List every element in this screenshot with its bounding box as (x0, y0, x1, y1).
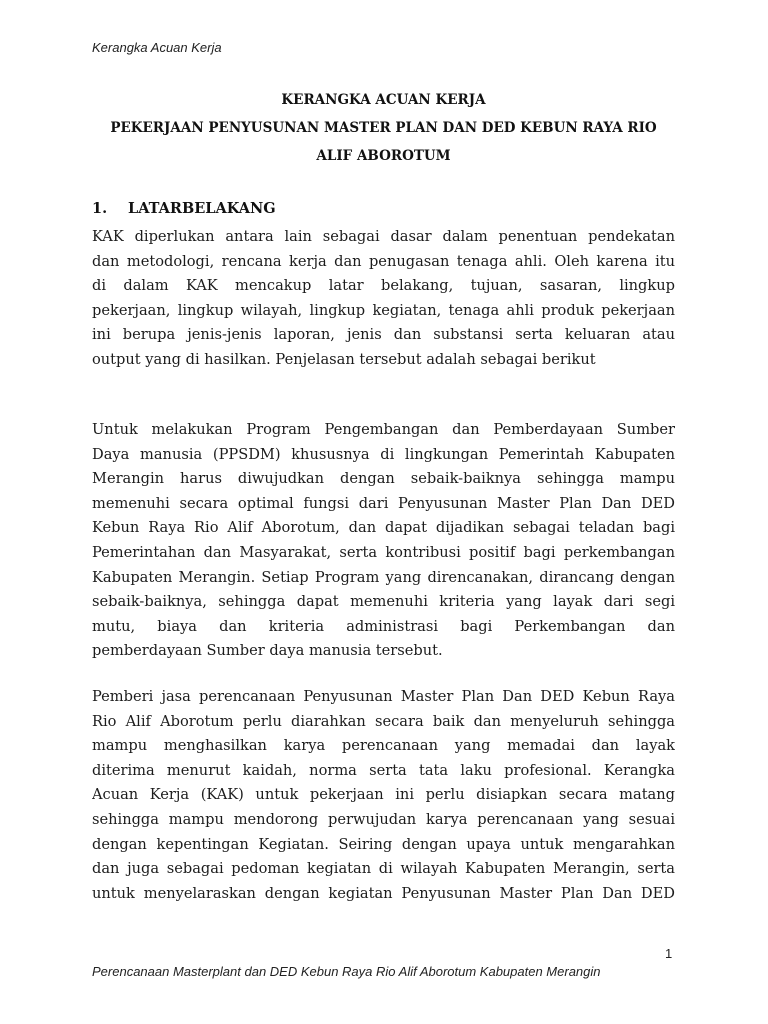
paragraph-line: ini berupa jenis-jenis laporan, jenis dan substansi serta keluaran atau (92, 326, 675, 344)
paragraph-3 (92, 685, 675, 906)
paragraph-line: Pemberi jasa perencanaan Penyusunan Master Plan Dan DED Kebun Raya (92, 688, 675, 705)
paragraph-line: Acuan Kerja (KAK) untuk pekerjaan ini perlu disiapkan secara matang (92, 786, 675, 804)
title-line-2: PEKERJAAN PENYUSUNAN MASTER PLAN DAN DED KEBUN RAYA RIO (110, 120, 657, 136)
paragraph-1 (92, 225, 675, 373)
paragraph-line: untuk menyelaraskan dengan kegiatan Penyusunan Master Plan Dan DED (92, 884, 675, 902)
paragraph-line: output yang di hasilkan. Penjelasan tersebut adalah sebagai berikut (92, 350, 596, 368)
paragraph-line: mutu, biaya dan kriteria administrasi bagi Perkembangan dan (92, 617, 675, 635)
paragraph-line: diterima menurut kaidah, norma serta tata laku profesional. Kerangka (92, 761, 675, 779)
paragraph-line: di dalam KAK mencakup latar belakang, tujuan, sasaran, lingkup (92, 277, 675, 295)
paragraph-line: pemberdayaan Sumber daya manusia tersebut. (92, 642, 443, 660)
section-title: LATARBELAKANG (128, 200, 276, 217)
section-number: 1. (92, 200, 108, 217)
paragraph-line: memenuhi secara optimal fungsi dari Penyusunan Master Plan Dan DED (92, 494, 675, 512)
paragraph-line: Daya manusia (PPSDM) khususnya di lingkungan Pemerintah Kabupaten (92, 445, 675, 463)
paragraph-line: Kebun Raya Rio Alif Aborotum, dan dapat dijadikan sebagai teladan bagi (92, 519, 675, 537)
paragraph-2 (92, 418, 675, 664)
page-number: 1 (665, 946, 673, 961)
paragraph-line: dengan kepentingan Kegiatan. Seiring dengan upaya untuk mengarahkan (92, 835, 675, 853)
paragraph-line: Untuk melakukan Program Pengembangan dan Pemberdayaan Sumber (92, 421, 675, 438)
paragraph-line: dan juga sebagai pedoman kegiatan di wilayah Kabupaten Merangin, serta (92, 860, 675, 878)
running-footer: Perencanaan Masterplant dan DED Kebun Raya Rio Alif Aborotum Kabupaten Merangin (92, 964, 601, 979)
paragraph-line: dan metodologi, rencana kerja dan penugasan tenaga ahli. Oleh karena itu (92, 252, 675, 270)
paragraph-line: Merangin harus diwujudkan dengan sebaik-baiknya sehingga mampu (92, 470, 675, 488)
title-line-3: ALIF ABOROTUM (316, 148, 451, 164)
paragraph-line: mampu menghasilkan karya perencanaan yang memadai dan layak (92, 737, 675, 755)
paragraph-line: Kabupaten Merangin. Setiap Program yang direncanakan, dirancang dengan (92, 568, 675, 586)
section-heading (92, 200, 276, 217)
paragraph-line: Rio Alif Aborotum perlu diarahkan secara baik dan menyeluruh sehingga (92, 712, 675, 730)
paragraph-line: Pemerintahan dan Masyarakat, serta kontribusi positif bagi perkembangan (92, 543, 675, 561)
paragraph-line: pekerjaan, lingkup wilayah, lingkup kegiatan, tenaga ahli produk pekerjaan (92, 301, 675, 319)
paragraph-line: KAK diperlukan antara lain sebagai dasar dalam penentuan pendekatan (92, 228, 675, 245)
title-line-1: KERANGKA ACUAN KERJA (281, 92, 486, 108)
running-header: Kerangka Acuan Kerja (92, 40, 222, 55)
document-title (92, 86, 675, 170)
paragraph-line: sehingga mampu mendorong perwujudan karya perencanaan yang sesuai (92, 810, 675, 828)
paragraph-line: sebaik-baiknya, sehingga dapat memenuhi kriteria yang layak dari segi (92, 593, 675, 611)
